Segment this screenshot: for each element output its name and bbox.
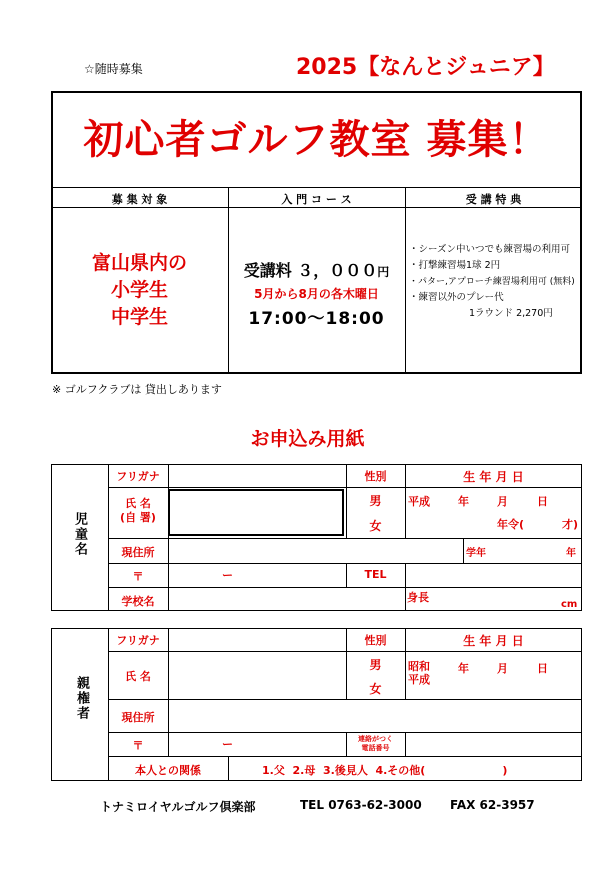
target-line: 中学生 xyxy=(110,306,168,328)
benefits-list xyxy=(409,242,581,322)
child-dob-label: 生 年 月 日 xyxy=(463,470,524,484)
benefit-item: 1ラウンド 2,270円 xyxy=(469,308,553,319)
parent-year: 年 xyxy=(458,662,469,675)
divider xyxy=(405,563,406,587)
divider xyxy=(405,587,406,611)
parent-day: 日 xyxy=(537,662,548,675)
target-line: 小学生 xyxy=(110,279,168,301)
parent-contact-label xyxy=(346,735,405,753)
child-height-label: 身長 xyxy=(407,591,429,604)
course-fee-unit: 円 xyxy=(377,265,390,279)
target-list xyxy=(51,250,228,331)
divider xyxy=(108,563,582,564)
benefit-item: ・シーズン中いつでも練習場の利用可 xyxy=(409,244,571,255)
benefit-item: ・パター,アプローチ練習場利用可 (無料) xyxy=(409,277,575,287)
child-height-unit: cm xyxy=(561,599,578,610)
parent-relation-options[interactable]: 1.父 2.母 3.後見人 4.その他( ) xyxy=(262,764,508,777)
course-time: 17:00～18:00 xyxy=(248,309,385,329)
child-male[interactable]: 男 xyxy=(369,494,382,508)
divider xyxy=(168,628,169,756)
parent-era-1: 昭和 xyxy=(408,660,430,673)
child-month: 月 xyxy=(497,495,508,508)
parent-postal-dash: ー xyxy=(222,738,233,751)
header-target: 募 集 対 象 xyxy=(111,193,168,206)
parent-female[interactable]: 女 xyxy=(369,682,382,696)
footer-tel: TEL 0763-62-3000 xyxy=(300,798,422,812)
divider xyxy=(108,487,582,488)
divider xyxy=(108,756,582,757)
club-note: ※ ゴルフクラブは 貸出しあります xyxy=(52,383,222,396)
child-postal-label: 〒 xyxy=(132,570,144,583)
parent-dob-label: 生 年 月 日 xyxy=(463,634,524,648)
divider xyxy=(463,538,464,563)
divider xyxy=(405,187,406,374)
child-grade-label: 学年 xyxy=(466,548,486,559)
child-day: 日 xyxy=(537,495,548,508)
course-info xyxy=(228,258,405,329)
divider xyxy=(108,699,582,700)
divider xyxy=(405,732,406,756)
child-side-label: 児童名 xyxy=(72,512,87,557)
parent-side-label: 親権者 xyxy=(74,676,89,721)
child-age: 年令( xyxy=(497,518,525,531)
parent-month: 月 xyxy=(497,662,508,675)
benefit-item: ・練習以外のプレー代 xyxy=(409,292,504,303)
parent-gender-label: 性別 xyxy=(364,634,387,647)
child-furigana-label: フリガナ xyxy=(116,470,160,483)
recruit-note: ☆随時募集 xyxy=(84,62,143,76)
parent-postal-label: 〒 xyxy=(132,739,144,752)
divider xyxy=(108,538,582,539)
child-age-close: 才) xyxy=(562,518,579,531)
target-line: 富山県内の xyxy=(91,252,187,274)
footer-fax: FAX 62-3957 xyxy=(450,798,535,812)
divider xyxy=(51,187,582,188)
benefit-item: ・打撃練習場1球 2円 xyxy=(409,260,501,271)
child-school-label: 学校名 xyxy=(121,595,155,608)
parent-furigana-label: フリガナ xyxy=(116,634,160,647)
title-year: 2025【なんとジュニア】 xyxy=(296,55,555,80)
footer-club: トナミロイヤルゴルフ倶楽部 xyxy=(100,800,256,814)
parent-address-label: 現住所 xyxy=(121,711,155,724)
child-gender-label: 性別 xyxy=(364,470,387,483)
parent-era-2: 平成 xyxy=(408,673,430,686)
parent-relation-label: 本人との関係 xyxy=(135,764,201,777)
divider xyxy=(168,464,169,611)
child-era: 平成 xyxy=(408,495,430,508)
child-name-label xyxy=(108,497,168,525)
divider xyxy=(228,756,229,781)
child-female[interactable]: 女 xyxy=(369,519,382,533)
divider xyxy=(108,651,582,652)
divider xyxy=(51,207,582,208)
parent-era xyxy=(408,660,430,686)
header-benefits: 受 講 特 典 xyxy=(465,193,522,206)
parent-contact-label-1: 連絡がつく xyxy=(358,735,393,743)
child-grade-unit: 年 xyxy=(566,548,576,559)
parent-male[interactable]: 男 xyxy=(369,658,382,672)
signature-field[interactable] xyxy=(168,489,344,536)
child-name-label-2: (自 署) xyxy=(120,511,156,524)
header-course: 入 門 コ ー ス xyxy=(281,193,352,206)
child-name-label-1: 氏 名 xyxy=(125,497,151,510)
form-title: お申込み用紙 xyxy=(250,428,365,450)
divider xyxy=(108,732,582,733)
child-postal-dash: ー xyxy=(222,569,233,582)
parent-contact-label-2: 電話番号 xyxy=(361,744,390,752)
child-tel-label: TEL xyxy=(364,568,387,581)
course-fee: 受講料 ３，０００ xyxy=(243,261,378,280)
child-address-label: 現住所 xyxy=(121,546,155,559)
divider xyxy=(108,587,582,588)
course-schedule: 5月から8月の各木曜日 xyxy=(254,287,379,301)
child-year: 年 xyxy=(458,495,469,508)
parent-name-label: 氏 名 xyxy=(125,670,151,683)
banner-title: 初心者ゴルフ教室 募集！ xyxy=(83,117,550,163)
